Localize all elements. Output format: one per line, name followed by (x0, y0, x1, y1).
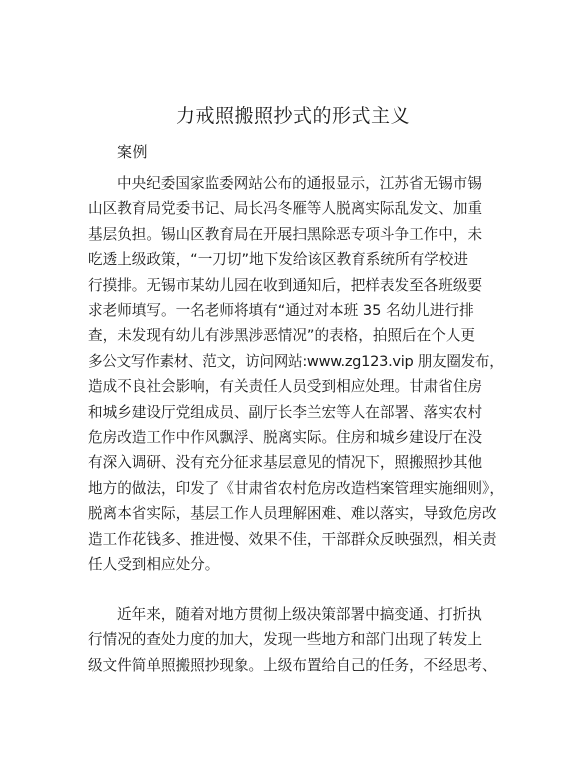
paragraph-line: 求老师填写。一名老师将填有“通过对本班 35 名幼儿进行排 (88, 302, 474, 320)
paragraph-line: 任人受到相应处分。 (88, 556, 220, 574)
paragraph-line: 中央纪委国家监委网站公布的通报显示，江苏省无锡市锡 (117, 175, 482, 192)
section-label: 案例 (117, 143, 149, 161)
paragraph-line: 和城乡建设厅党组成员、副厅长李兰宏等人在部署、落实农村 (88, 403, 483, 421)
paragraph-line: 行摸排。无锡市某幼儿园在收到通知后，把样表发至各班级要 (88, 276, 483, 294)
paragraph-line: 地方的做法，印发了《甘肃省农村危房改造档案管理实施细则》， (88, 479, 504, 497)
paragraph-line: 行情况的查处力度的加大，发现一些地方和部门出现了转发上 (88, 631, 483, 649)
paragraph-analysis (88, 602, 504, 678)
paragraph-line: 造成不良社会影响，有关责任人员受到相应处理。甘肃省住房 (88, 378, 483, 396)
paragraph-line: 脱离本省实际，基层工作人员理解困难、难以落实，导致危房改 (88, 505, 497, 523)
paragraph-line: 近年来，随着对地方贯彻上级决策部署中搞变通、打折执 (117, 606, 482, 623)
paragraph-line: 有深入调研、没有充分征求基层意见的情况下，照搬照抄其他 (88, 454, 483, 472)
paragraph-line: 基层负担。锡山区教育局在开展扫黑除恶专项斗争工作中，未 (88, 225, 483, 243)
paragraph-line: 造工作花钱多、推进慢、效果不佳，干部群众反映强烈，相关责 (88, 530, 497, 548)
document-title: 力戒照搬照抄式的形式主义 (175, 105, 410, 127)
paragraph-line: 山区教育局党委书记、局长冯冬雁等人脱离实际乱发文、加重 (88, 200, 483, 218)
paragraph-line: 查，未发现有幼儿有涉黑涉恶情况”的表格，拍照后在个人更 (88, 327, 476, 345)
paragraph-line: 多公文写作素材、范文，访问网站:www.zg123.vip 朋友圈发布， (88, 352, 504, 370)
paragraph-case (88, 171, 504, 578)
paragraph-line: 级文件简单照搬照抄现象。上级布置给自己的任务，不经思考、 (88, 656, 497, 674)
paragraph-line: 吃透上级政策，“一刀切”地下发给该区教育系统所有学校进 (88, 251, 468, 269)
paragraph-line: 危房改造工作中作风飘浮、脱离实际。住房和城乡建设厅在没 (88, 429, 483, 447)
